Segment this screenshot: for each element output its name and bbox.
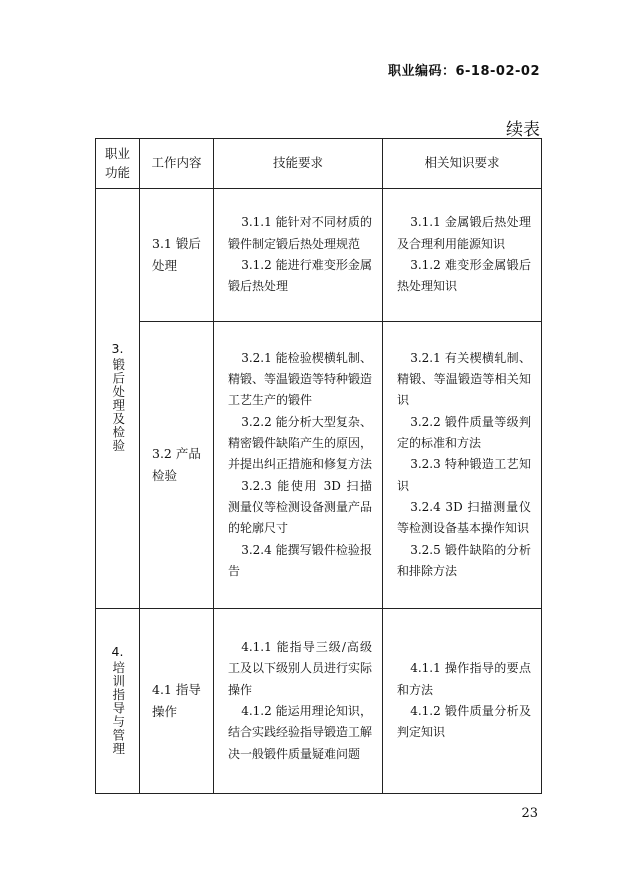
knowledge-item: 3.2.3 特种锻造工艺知识	[397, 457, 531, 493]
header-skill: 技能要求	[214, 139, 383, 189]
knowledge-item: 3.1.2 难变形金属锻后热处理知识	[397, 258, 531, 294]
knowledge-item: 4.1.2 锻件质量分析及判定知识	[397, 704, 531, 740]
skill-cell	[214, 189, 383, 322]
table-row	[96, 609, 542, 794]
function-number: 4.	[111, 643, 124, 659]
work-content-cell: 4.1 指导操作	[140, 609, 214, 794]
knowledge-item: 3.2.1 有关楔横轧制、精锻、等温锻造等相关知识	[397, 350, 531, 408]
knowledge-item: 4.1.1 操作指导的要点和方法	[397, 661, 531, 697]
work-content-cell: 3.1 锻后处理	[140, 189, 214, 322]
table-header-row	[96, 139, 542, 189]
skill-item: 3.2.1 能检验楔横轧制、精锻、等温锻造等特种锻造工艺生产的锻件	[228, 350, 373, 408]
function-number: 3.	[111, 341, 124, 357]
knowledge-cell	[383, 322, 542, 609]
knowledge-item: 3.2.4 3D 扫描测量仪等检测设备基本操作知识	[397, 500, 531, 536]
skill-item: 4.1.1 能指导三级/高级工及以下级别人员进行实际操作	[228, 639, 373, 697]
function-cell-4	[96, 609, 140, 794]
function-name: 锻后处理及检验	[110, 358, 126, 453]
header-function: 职业功能	[96, 139, 140, 189]
knowledge-item: 3.2.2 锻件质量等级判定的标准和方法	[397, 414, 531, 450]
skill-cell	[214, 322, 383, 609]
table-row	[96, 322, 542, 609]
table-row	[96, 189, 542, 322]
function-cell-3	[96, 189, 140, 609]
header-knowledge: 相关知识要求	[383, 139, 542, 189]
skill-item: 3.1.2 能进行难变形金属锻后热处理	[228, 258, 372, 294]
skill-item: 4.1.2 能运用理论知识，结合实践经验指导锻造工解决一般锻件质量疑难问题	[228, 704, 373, 761]
continued-label: 续表	[506, 120, 540, 140]
skills-table	[95, 138, 542, 794]
skill-item: 3.2.4 能撰写锻件检验报告	[228, 542, 372, 579]
work-content-cell: 3.2 产品检验	[140, 322, 214, 609]
page-number: 23	[521, 806, 538, 821]
knowledge-cell	[383, 189, 542, 322]
skill-cell	[214, 609, 383, 794]
knowledge-cell	[383, 609, 542, 794]
knowledge-item: 3.1.1 金属锻后热处理及合理利用能源知识	[397, 215, 531, 251]
occupation-code: 职业编码：6-18-02-02	[387, 64, 540, 79]
skill-item: 3.1.1 能针对不同材质的锻件制定锻后热处理规范	[228, 215, 372, 251]
knowledge-item: 3.2.5 锻件缺陷的分析和排除方法	[397, 542, 531, 579]
skill-item: 3.2.2 能分析大型复杂、精密锻件缺陷产生的原因，并提出纠正措施和修复方法	[228, 414, 373, 472]
function-name: 培训指导与管理	[110, 660, 126, 756]
header-work: 工作内容	[140, 139, 214, 189]
skill-item: 3.2.3 能使用 3D 扫描测量仪等检测设备测量产品的轮廓尺寸	[228, 478, 373, 536]
